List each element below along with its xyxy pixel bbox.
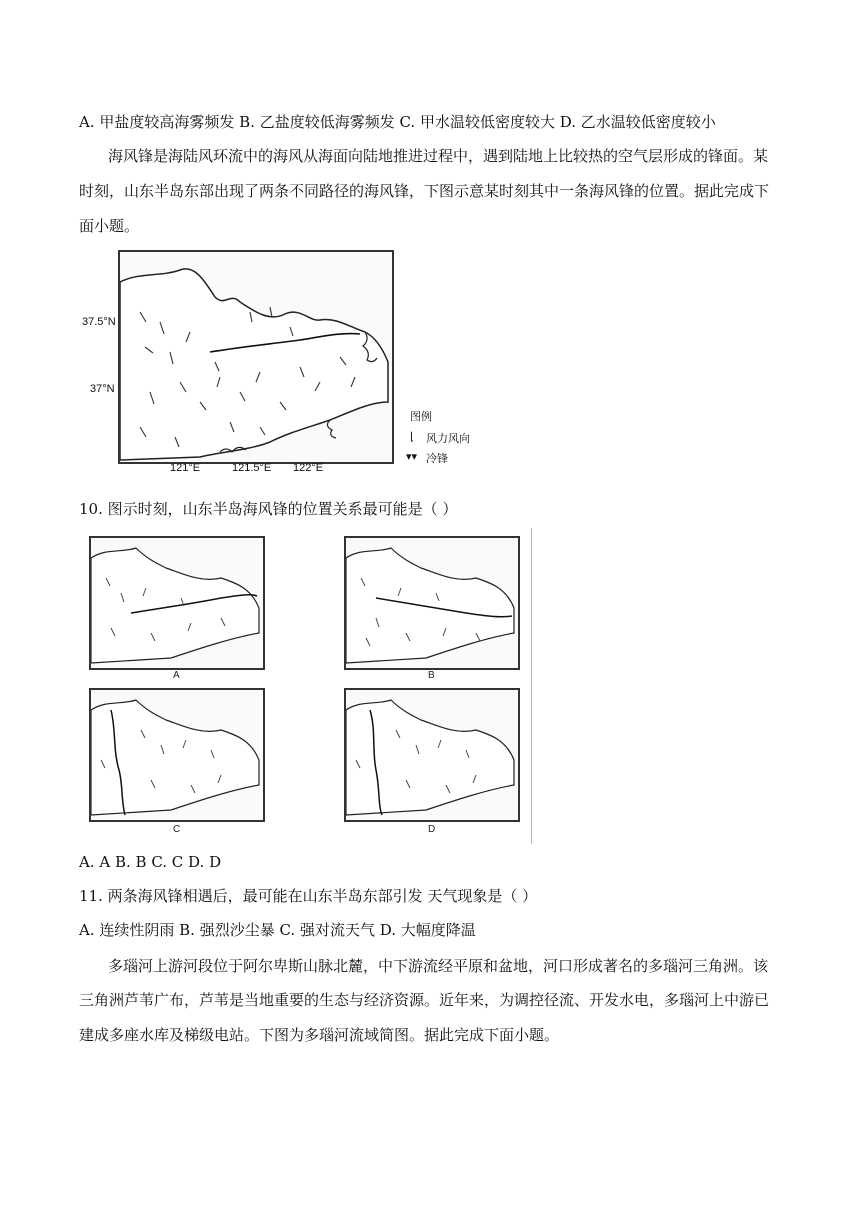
option-panels (79, 528, 532, 844)
q9-options: A. 甲盐度较高海雾频发 B. 乙盐度较低海雾频发 C. 甲水温较低密度较大 D. 乙水温较低密度较小 (79, 113, 716, 131)
legend-front-symbol: ▾▾ (406, 451, 418, 463)
lon-label-122: 122°E (293, 462, 324, 474)
q11-options: A. 连续性阴雨 B. 强烈沙尘暴 C. 强对流天气 D. 大幅度降温 (79, 921, 476, 939)
panel-c-label: C (173, 824, 181, 835)
legend-front-label: 冷锋 (426, 453, 448, 465)
intro2-line2: 三角洲芦苇广布，芦苇是当地重要的生态与经济资源。近年来，为调控径流、开发水电，多瑙河上中游已 (79, 991, 770, 1009)
intro1-line2: 时刻，山东半岛东部出现了两条不同路径的海风锋，下图示意某时刻其中一条海风锋的位置。据此完成下 (79, 182, 770, 200)
panel-a-map (89, 536, 265, 670)
panel-c-map (89, 688, 265, 822)
lat-label-37-5: 37.5°N (82, 316, 116, 328)
q10-stem: 10. 图示时刻，山东半岛海风锋的位置关系最可能是（ ） (79, 500, 458, 518)
lat-label-37: 37°N (90, 383, 115, 395)
panel-d-label: D (428, 824, 436, 835)
legend-wind-label: 风力风向 (426, 433, 470, 445)
panel-b-label: B (428, 670, 435, 681)
main-map-frame (118, 250, 394, 464)
main-map (80, 248, 520, 478)
panel-b-map (344, 536, 520, 670)
lon-label-121-5: 121.5°E (232, 462, 272, 474)
intro1-line3: 面小题。 (79, 217, 140, 235)
q10-options: A. A B. B C. C D. D (79, 853, 222, 871)
intro2-line3: 建成多座水库及梯级电站。下图为多瑙河流域简图。据此完成下面小题。 (79, 1026, 560, 1044)
peninsula-outline (120, 252, 392, 462)
intro2-line1: 多瑙河上游河段位于阿尔卑斯山脉北麓，中下游流经平原和盆地，河口形成著名的多瑙河三角洲。该 (108, 957, 769, 975)
panel-a-label: A (173, 670, 180, 681)
legend-wind-symbol: ⌊ (410, 431, 415, 443)
intro1-line1: 海风锋是海陆风环流中的海风从海面向陆地推进过程中，遇到陆地上比较热的空气层形成的锋面。某 (108, 147, 769, 165)
q11-stem: 11. 两条海风锋相遇后，最可能在山东半岛东部引发 天气现象是（ ） (79, 887, 538, 905)
legend-title: 图例 (410, 411, 432, 423)
panel-d-map (344, 688, 520, 822)
lon-label-121: 121°E (170, 462, 201, 474)
